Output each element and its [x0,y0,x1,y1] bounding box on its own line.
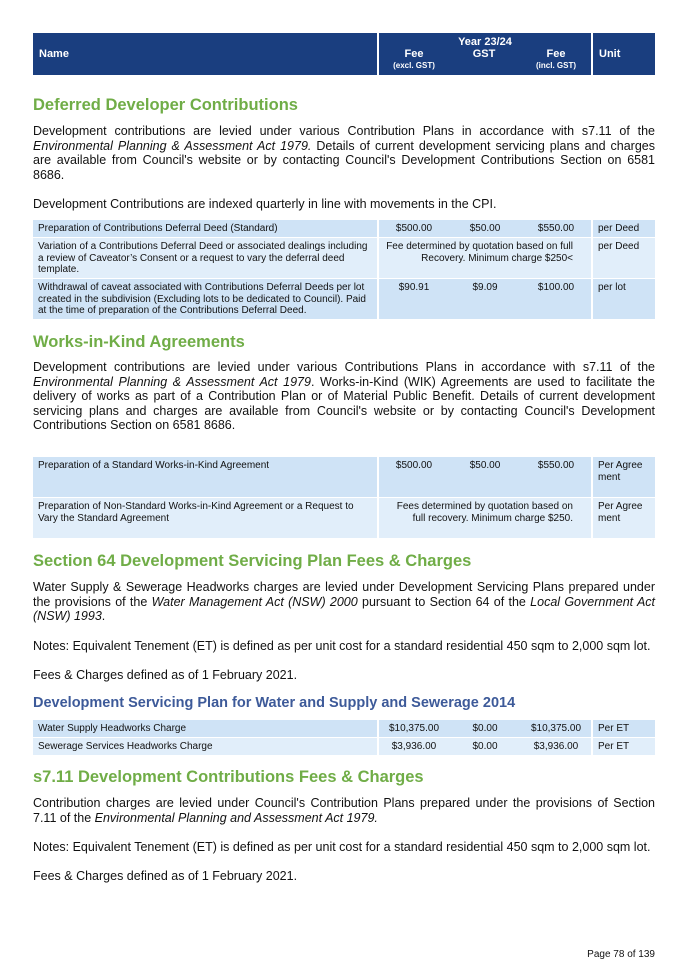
row-gst: $0.00 [449,738,521,755]
row-quotation: Fees determined by quotation based on full recovery. Minimum charge $250. [379,498,591,538]
row-unit: Per ET [593,738,655,755]
header-fee-incl: Fee (incl. GST) [521,49,591,71]
row-name: Preparation of Non-Standard Works-in-Kind Agreement or a Request to Vary the Standard Agreement [33,498,377,538]
header-name: Name [39,48,69,60]
row-quotation: Fee determined by quotation based on full Recovery. Minimum charge $250< [379,238,591,278]
row-name: Preparation of Contributions Deferral Deed (Standard) [33,220,377,237]
row-fee-excl: $10,375.00 [379,720,449,737]
page-number: Page 78 of 139 [587,949,655,960]
s64-intro: Water Supply & Sewerage Headworks charges are levied under Development Servicing Plans prepared under the provisions of the Water Management Act (NSW) 2000 pursuant to Section 64 of the Local Government Act (NSW) 1993. [33,580,655,624]
header-fee-excl: Fee (excl. GST) [379,49,449,71]
wik-heading: Works-in-Kind Agreements [33,333,245,351]
row-gst: $50.00 [449,457,521,497]
header-year-cell [379,33,591,75]
header-fee-incl-sub: (incl. GST) [536,61,576,70]
table-row [33,220,655,237]
deferred-cpi-note: Development Contributions are indexed quarterly in line with movements in the CPI. [33,197,497,211]
table-row [33,498,655,538]
row-name: Withdrawal of caveat associated with Contributions Deferral Deeds per lot created in the subdivision (Excluding lots to be dedicated to Council). Paid at the time of preparation of the Contributions Deferral Deed. [33,279,377,319]
s64-fee-table [33,720,655,755]
table-row [33,738,655,755]
s64-subheading: Development Servicing Plan for Water and Supply and Sewerage 2014 [33,695,516,711]
fee-table-header [33,33,655,75]
header-gst: GST [472,48,496,60]
header-year: Year 23/24 [458,36,512,48]
row-unit: per Deed [593,238,655,278]
s711-heading: s7.11 Development Contributions Fees & Charges [33,768,424,786]
row-fee-excl: $3,936.00 [379,738,449,755]
s64-notes: Notes: Equivalent Tenement (ET) is defined as per unit cost for a standard residential 450 sqm to 2,000 sqm lot. [33,639,651,653]
s711-defined-date: Fees & Charges defined as of 1 February 2021. [33,869,298,883]
row-gst: $9.09 [449,279,521,319]
header-fee-excl-sub: (excl. GST) [393,61,435,70]
row-name: Variation of a Contributions Deferral Deed or associated dealings including a review of Caveator’s Consent or a request to vary the deferral deed template. [33,238,377,278]
row-gst: $0.00 [449,720,521,737]
table-row [33,720,655,737]
table-row [33,279,655,319]
row-unit: per lot [593,279,655,319]
s711-notes: Notes: Equivalent Tenement (ET) is defined as per unit cost for a standard residential 450 sqm to 2,000 sqm lot. [33,840,651,854]
deferred-fee-table [33,220,655,319]
row-fee-incl: $3,936.00 [521,738,591,755]
row-unit: Per Agreement [593,457,655,497]
s64-defined-date: Fees & Charges defined as of 1 February 2021. [33,668,298,682]
deferred-heading: Deferred Developer Contributions [33,96,298,114]
deferred-intro: Development contributions are levied under various Contribution Plans in accordance with s7.11 of the Environmental Planning & Assessment Act 1979. Details of current development servicing plans and charges are available from Council's website or by contacting Council's Development Contributions Section on 6581 8686. [33,124,655,182]
table-row [33,457,655,497]
wik-intro: Development contributions are levied under various Contributions Plans in accordance with s7.11 of the Environmental Planning & Assessment Act 1979. Works-in-Kind (WIK) Agreements are used to facilitate the delivery of works as part of a Contribution Plan or of Material Public Benefit. Details of current development servicing plans and charges are available from Council's website or by contacting Council's Development Contributions Section on 6581 8686. [33,360,656,433]
wik-fee-table [33,457,655,538]
header-name-cell [33,33,377,75]
row-unit: per Deed [593,220,655,237]
s711-intro: Contribution charges are levied under Council's Contribution Plans prepared under the provisions of Section 7.11 of the Environmental Planning and Assessment Act 1979. [33,796,655,825]
row-fee-incl: $10,375.00 [521,720,591,737]
row-fee-excl: $90.91 [379,279,449,319]
row-fee-incl: $100.00 [521,279,591,319]
row-fee-excl: $500.00 [379,457,449,497]
row-unit: Per ET [593,720,655,737]
header-unit-cell [593,33,655,75]
row-unit: Per Agreement [593,498,655,538]
row-fee-incl: $550.00 [521,220,591,237]
header-unit: Unit [599,48,621,60]
row-gst: $50.00 [449,220,521,237]
row-name: Sewerage Services Headworks Charge [33,738,377,755]
row-name: Preparation of a Standard Works-in-Kind Agreement [33,457,377,497]
row-fee-incl: $550.00 [521,457,591,497]
row-fee-excl: $500.00 [379,220,449,237]
row-name: Water Supply Headworks Charge [33,720,377,737]
s64-heading: Section 64 Development Servicing Plan Fees & Charges [33,552,472,570]
table-row [33,238,655,278]
